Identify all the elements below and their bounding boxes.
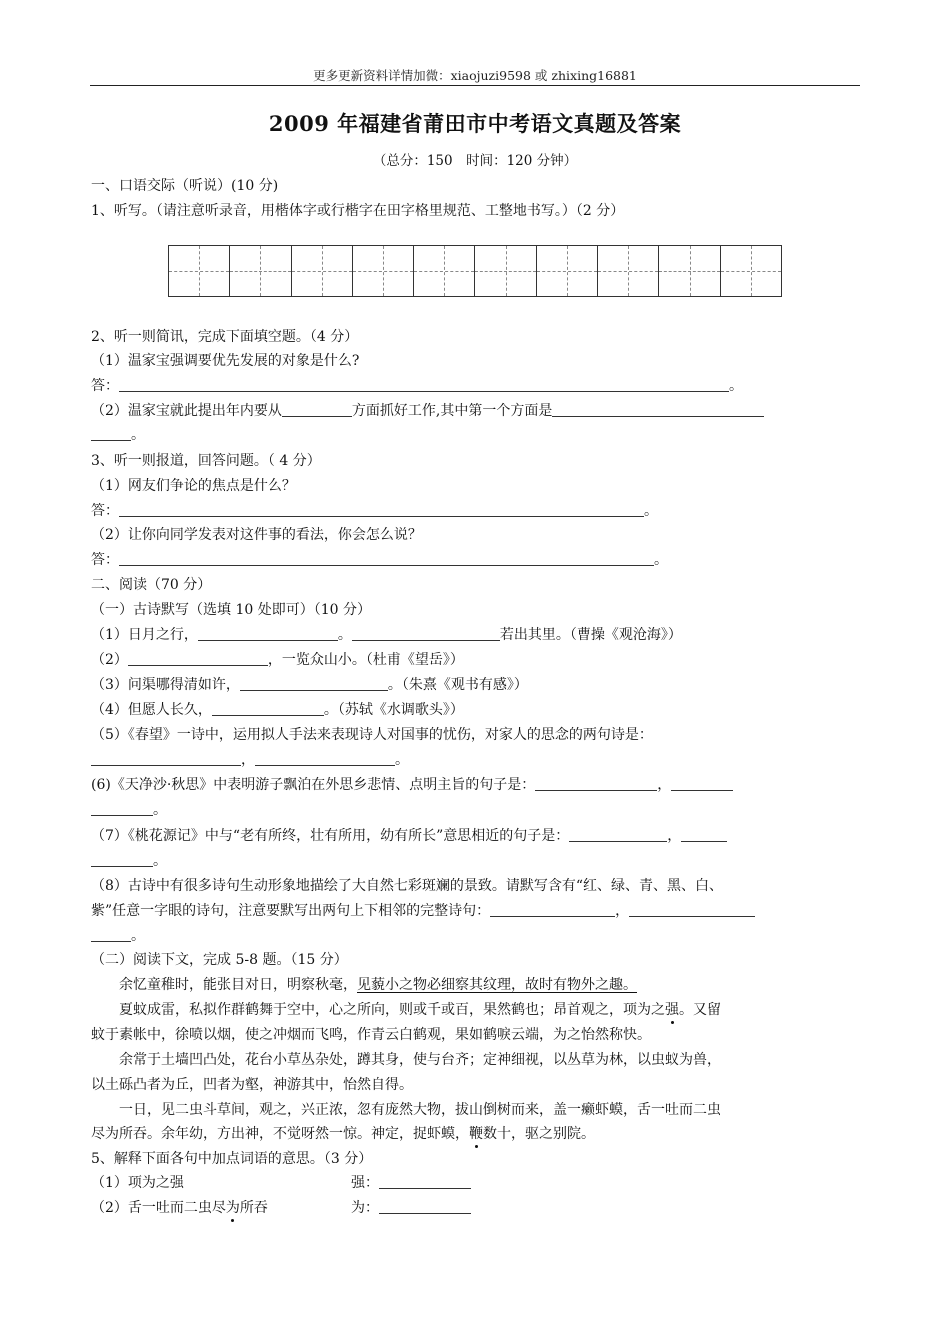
passage-paragraph-2: 夏蚊成雷，私拟作群鹤舞于空中，心之所向，则或千或百，果然鹤也；昂首观之，项为之强。又留 bbox=[119, 1002, 721, 1018]
grid-cell[interactable] bbox=[475, 246, 536, 296]
answer-blank[interactable] bbox=[629, 901, 755, 917]
poem-item-3: （3）问渠哪得清如许， 。（朱熹《观书有感》） bbox=[91, 677, 528, 693]
grid-cell[interactable] bbox=[292, 246, 353, 296]
grid-cell[interactable] bbox=[659, 246, 720, 296]
passage-paragraph-2-cont: 蚊于素帐中，徐喷以烟，使之冲烟而飞鸣，作青云白鹤观，果如鹤唳云端，为之怡然称快。 bbox=[91, 1027, 651, 1043]
question-2: 2、听一则简讯，完成下面填空题。（4 分） bbox=[91, 329, 359, 345]
grid-cell[interactable] bbox=[353, 246, 414, 296]
passage-paragraph-3: 余常于土墙凹凸处，花台小草丛杂处，蹲其身，使与台齐；定神细视，以丛草为林，以虫蚁为兽， bbox=[119, 1052, 721, 1068]
poem-item-7: （7）《桃花源记》中与“老有所终，壮有所用，幼有所长”意思相近的句子是： ， bbox=[91, 826, 854, 846]
grid-cell[interactable] bbox=[169, 246, 230, 296]
grid-cell[interactable] bbox=[537, 246, 598, 296]
poem-item-8: （8）古诗中有很多诗句生动形象地描绘了大自然七彩斑斓的景致。请默写含有“红、绿、青、黑、白、 bbox=[91, 878, 724, 894]
answer-blank[interactable] bbox=[352, 625, 500, 641]
underlined-sentence: 见藐小之物必细察其纹理，故时有物外之趣。 bbox=[357, 977, 637, 993]
question-5-1: （1）项为之强 强： bbox=[91, 1173, 854, 1193]
answer-blank[interactable] bbox=[91, 800, 153, 816]
answer-blank[interactable] bbox=[212, 700, 324, 716]
answer-line: 。 bbox=[91, 800, 854, 820]
answer-line: 。 bbox=[91, 851, 854, 871]
grid-cell[interactable] bbox=[598, 246, 659, 296]
answer-blank[interactable] bbox=[569, 826, 667, 842]
answer-blank[interactable] bbox=[91, 851, 153, 867]
question-2-2: （2）温家宝就此提出年内要从 方面抓好工作,其中第一个方面是 bbox=[91, 401, 854, 421]
answer-blank[interactable] bbox=[91, 750, 241, 766]
answer-line: ， 。 bbox=[91, 750, 854, 770]
answer-line: 答： 。 bbox=[91, 503, 658, 519]
answer-blank[interactable] bbox=[91, 425, 131, 441]
poem-item-1: （1）日月之行， 。 若出其里。（曹操《观沧海》） bbox=[91, 627, 682, 643]
answer-blank[interactable] bbox=[128, 650, 268, 666]
grid-cell[interactable] bbox=[414, 246, 475, 296]
part1-heading: （一）古诗默写（选填 10 处即可）（10 分） bbox=[91, 602, 371, 618]
part2-heading: （二）阅读下文，完成 5-8 题。（15 分） bbox=[91, 952, 348, 968]
grid-cell[interactable] bbox=[721, 246, 781, 296]
question-3-1: （1）网友们争论的焦点是什么？ bbox=[91, 478, 296, 494]
answer-blank[interactable] bbox=[198, 625, 338, 641]
question-3-2: （2）让你向同学发表对这件事的看法，你会怎么说？ bbox=[91, 527, 422, 543]
question-3: 3、听一则报道，回答问题。（ 4 分） bbox=[91, 453, 321, 469]
answer-blank[interactable] bbox=[379, 1173, 471, 1189]
answer-blank[interactable] bbox=[255, 750, 395, 766]
grid-cell[interactable] bbox=[230, 246, 291, 296]
answer-blank[interactable] bbox=[671, 775, 733, 791]
passage-paragraph-4: 一日，见二虫斗草间，观之，兴正浓，忽有庞然大物，拔山倒树而来，盖一癞虾蟆，舌一吐而二虫 bbox=[119, 1102, 721, 1118]
writing-grid[interactable] bbox=[168, 245, 782, 297]
poem-item-6: (6)《天净沙·秋思》中表明游子飘泊在外思乡悲情、点明主旨的句子是： ， bbox=[91, 775, 854, 795]
dotted-word: 为 bbox=[225, 1200, 240, 1216]
answer-blank[interactable] bbox=[119, 376, 729, 392]
question-5: 5、解释下面各句中加点词语的意思。（3 分） bbox=[91, 1151, 373, 1167]
answer-blank[interactable] bbox=[91, 926, 131, 942]
question-1: 1、听写。（请注意听录音，用楷体字或行楷字在田字格里规范、工整地书写。）（2 分） bbox=[91, 203, 625, 219]
poem-item-5: （5）《春望》一诗中，运用拟人手法来表现诗人对国事的忧伤，对家人的思念的两句诗是： bbox=[91, 727, 653, 743]
answer-blank[interactable] bbox=[119, 501, 644, 517]
answer-blank[interactable] bbox=[490, 901, 615, 917]
dotted-word: 鞭 bbox=[469, 1126, 483, 1142]
question-5-2: （2）舌一吐而二虫尽为所吞 为： bbox=[91, 1198, 854, 1218]
answer-line: 答： 。 bbox=[91, 378, 743, 394]
question-2-1: （1）温家宝强调要优先发展的对象是什么? bbox=[91, 353, 360, 369]
poem-item-8-cont: 紫”任意一字眼的诗句，注意要默写出两句上下相邻的完整诗句： ， bbox=[91, 901, 854, 921]
section1-heading: 一、口语交际（听说）(10 分) bbox=[91, 178, 279, 194]
header-divider bbox=[90, 85, 860, 86]
answer-blank[interactable] bbox=[240, 675, 388, 691]
header-note: 更多更新资料详情加微：xiaojuzi9598 或 zhixing16881 bbox=[313, 68, 637, 83]
answer-blank[interactable] bbox=[282, 401, 352, 417]
section2-heading: 二、阅读（70 分） bbox=[91, 577, 212, 593]
answer-blank[interactable] bbox=[681, 826, 727, 842]
exam-info: （总分：150 时间：120 分钟） bbox=[372, 153, 578, 169]
poem-item-4: （4）但愿人长久， 。（苏轼《水调歌头》） bbox=[91, 702, 464, 718]
passage-paragraph-4-cont: 尽为所吞。余年幼，方出神，不觉呀然一惊。神定，捉虾蟆，鞭数十，驱之别院。 bbox=[91, 1126, 595, 1142]
passage-paragraph-3-cont: 以土砾凸者为丘，凹者为壑，神游其中，怡然自得。 bbox=[91, 1077, 413, 1093]
answer-blank[interactable] bbox=[552, 401, 764, 417]
dotted-word: 强 bbox=[665, 1002, 679, 1018]
answer-blank[interactable] bbox=[535, 775, 657, 791]
answer-line: 。 bbox=[91, 425, 854, 445]
answer-blank[interactable] bbox=[119, 550, 654, 566]
answer-blank[interactable] bbox=[379, 1198, 471, 1214]
page-title: 2009 年福建省莆田市中考语文真题及答案 bbox=[268, 111, 682, 136]
passage-paragraph-1: 余忆童稚时，能张目对日，明察秋毫，见藐小之物必细察其纹理，故时有物外之趣。 bbox=[119, 977, 637, 993]
answer-line: 。 bbox=[91, 926, 854, 946]
poem-item-2: （2） ，一览众山小。（杜甫《望岳》） bbox=[91, 652, 464, 668]
answer-line: 答： 。 bbox=[91, 552, 668, 568]
